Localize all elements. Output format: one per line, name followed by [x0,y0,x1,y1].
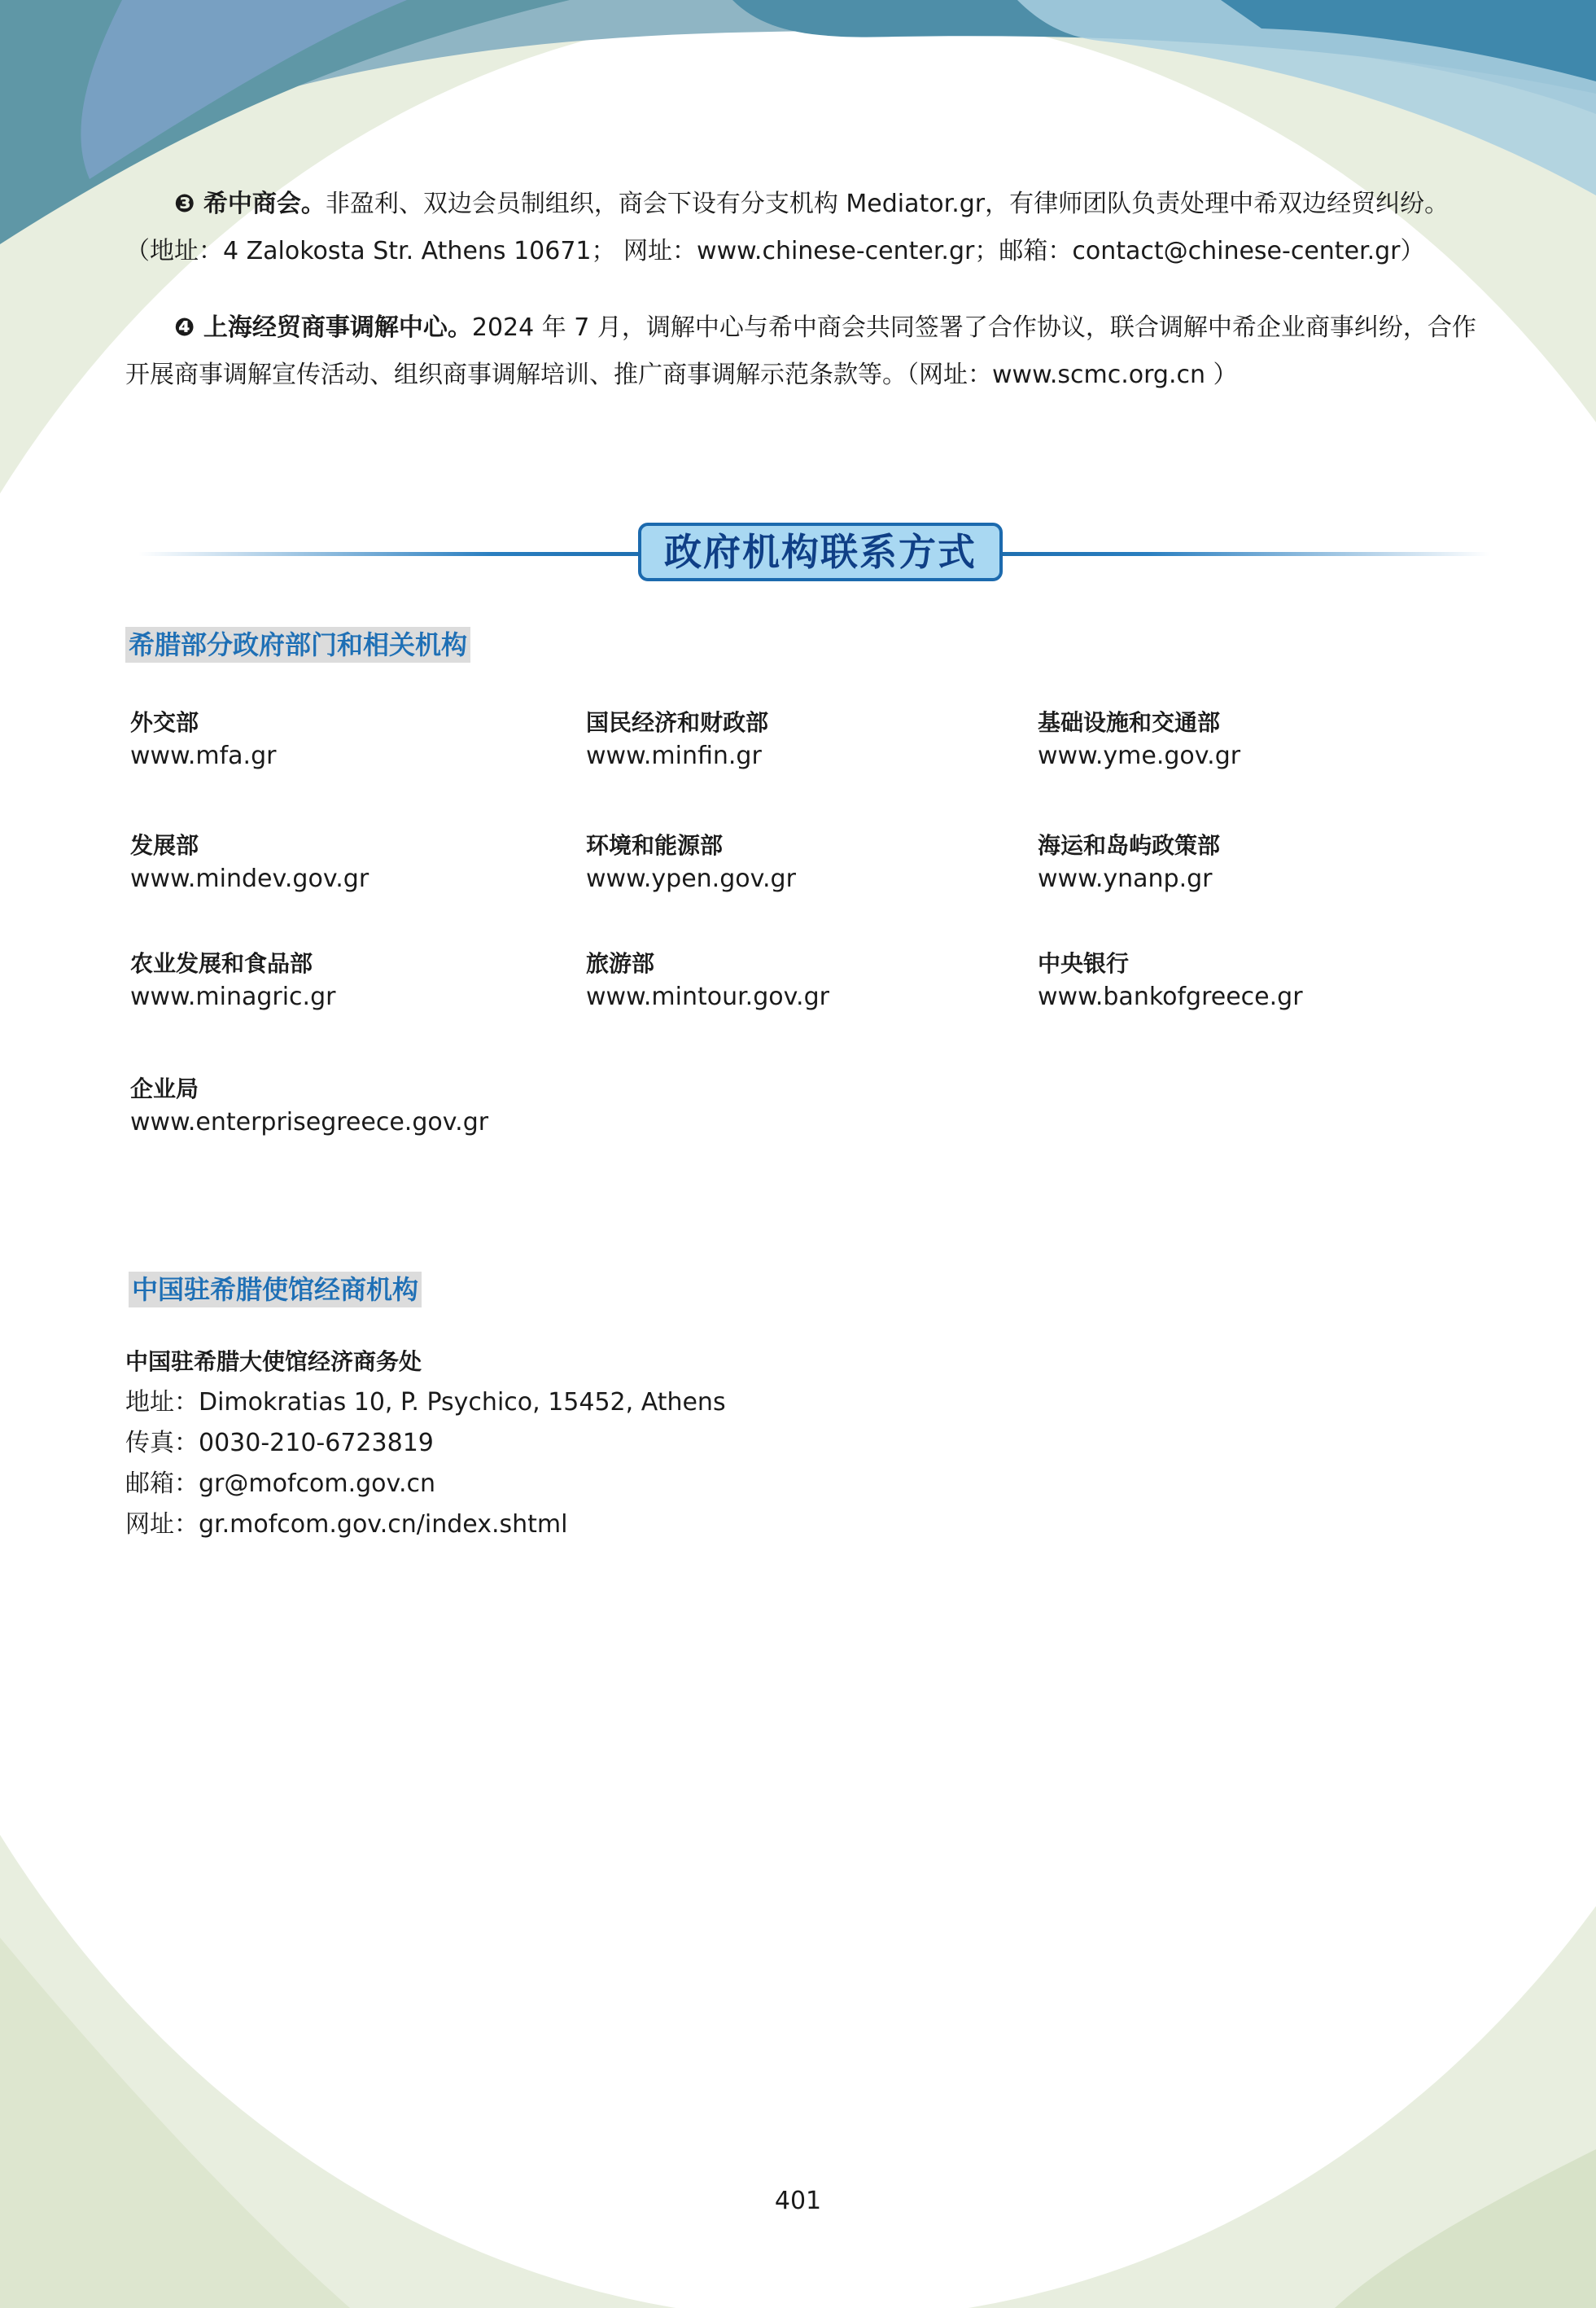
agency-url[interactable]: www.mfa.gr [130,742,277,770]
agency-item [1038,948,1461,1014]
agency-name: 发展部 [130,832,199,859]
agency-name: 环境和能源部 [586,832,724,859]
embassy-website[interactable]: 网址：gr.mofcom.gov.cn/index.shtml [125,1510,568,1539]
agency-item [1038,707,1461,773]
embassy-fax: 传真：0030-210-6723819 [125,1429,434,1457]
agency-url[interactable]: www.bankofgreece.gr [1038,983,1303,1011]
agency-name: 农业发展和食品部 [130,950,313,977]
agency-url[interactable]: www.mindev.gov.gr [130,865,369,893]
agency-item [586,830,1009,896]
agency-item [130,948,553,1014]
paragraph-lead: ❸ 希中商会。 [174,190,326,218]
banner-rule-right [1001,552,1489,556]
paragraph-lead: ❹ 上海经贸商事调解中心。 [174,313,472,342]
agency-name: 海运和岛屿政策部 [1038,832,1221,859]
paragraph-shanghai-mediation-center [125,304,1476,399]
banner-title: 政府机构联系方式 [638,523,1003,581]
agency-name: 基础设施和交通部 [1038,709,1221,736]
agency-url[interactable]: www.ypen.gov.gr [586,865,796,893]
agency-name: 外交部 [130,709,199,736]
embassy-name: 中国驻希腊大使馆经济商务处 [125,1348,422,1375]
agency-item [1038,830,1461,896]
agency-url[interactable]: www.mintour.gov.gr [586,983,829,1011]
paragraph-greek-chinese-chamber [125,181,1476,275]
embassy-address: 地址：Dimokratias 10, P. Psychico, 15452, Athens [125,1388,726,1417]
paragraph-text: 2024 年 7 月，调解中心与希中商会共同签署了合作协议，联合调解中希企业商事纠纷，合作开展商事调解宣传活动、组织商事调解培训、推广商事调解示范条款等。（网址：www.scmc.org.cn ） [125,313,1476,389]
agency-name: 国民经济和财政部 [586,709,769,736]
agency-name: 旅游部 [586,950,655,977]
agency-item [130,707,553,773]
agency-url[interactable]: www.ynanp.gr [1038,865,1213,893]
section-heading-gov: 希腊部分政府部门和相关机构 [125,627,470,663]
page-number: 401 [774,2187,822,2215]
agency-url[interactable]: www.minagric.gr [130,983,336,1011]
agency-item [130,1073,553,1140]
agency-item [586,948,1009,1014]
section-heading-embassy: 中国驻希腊使馆经商机构 [129,1272,422,1307]
agency-item [130,830,553,896]
banner-rule-left [138,552,643,556]
agency-url[interactable]: www.enterprisegreece.gov.gr [130,1108,489,1136]
agency-url[interactable]: www.minfin.gr [586,742,762,770]
embassy-email[interactable]: 邮箱：gr@mofcom.gov.cn [125,1469,435,1498]
agency-name: 中央银行 [1038,950,1130,977]
agency-name: 企业局 [130,1075,199,1102]
agency-url[interactable]: www.yme.gov.gr [1038,742,1241,770]
agency-item [586,707,1009,773]
section-banner [138,521,1489,586]
paragraph-text: 非盈利、双边会员制组织，商会下设有分支机构 Mediator.gr，有律师团队负责处理中希双边经贸纠纷。（地址：4 Zalokosta Str. Athens 10671； 网址：www.chinese-center.gr；邮箱：contact@chinese-center.gr） [125,190,1450,265]
